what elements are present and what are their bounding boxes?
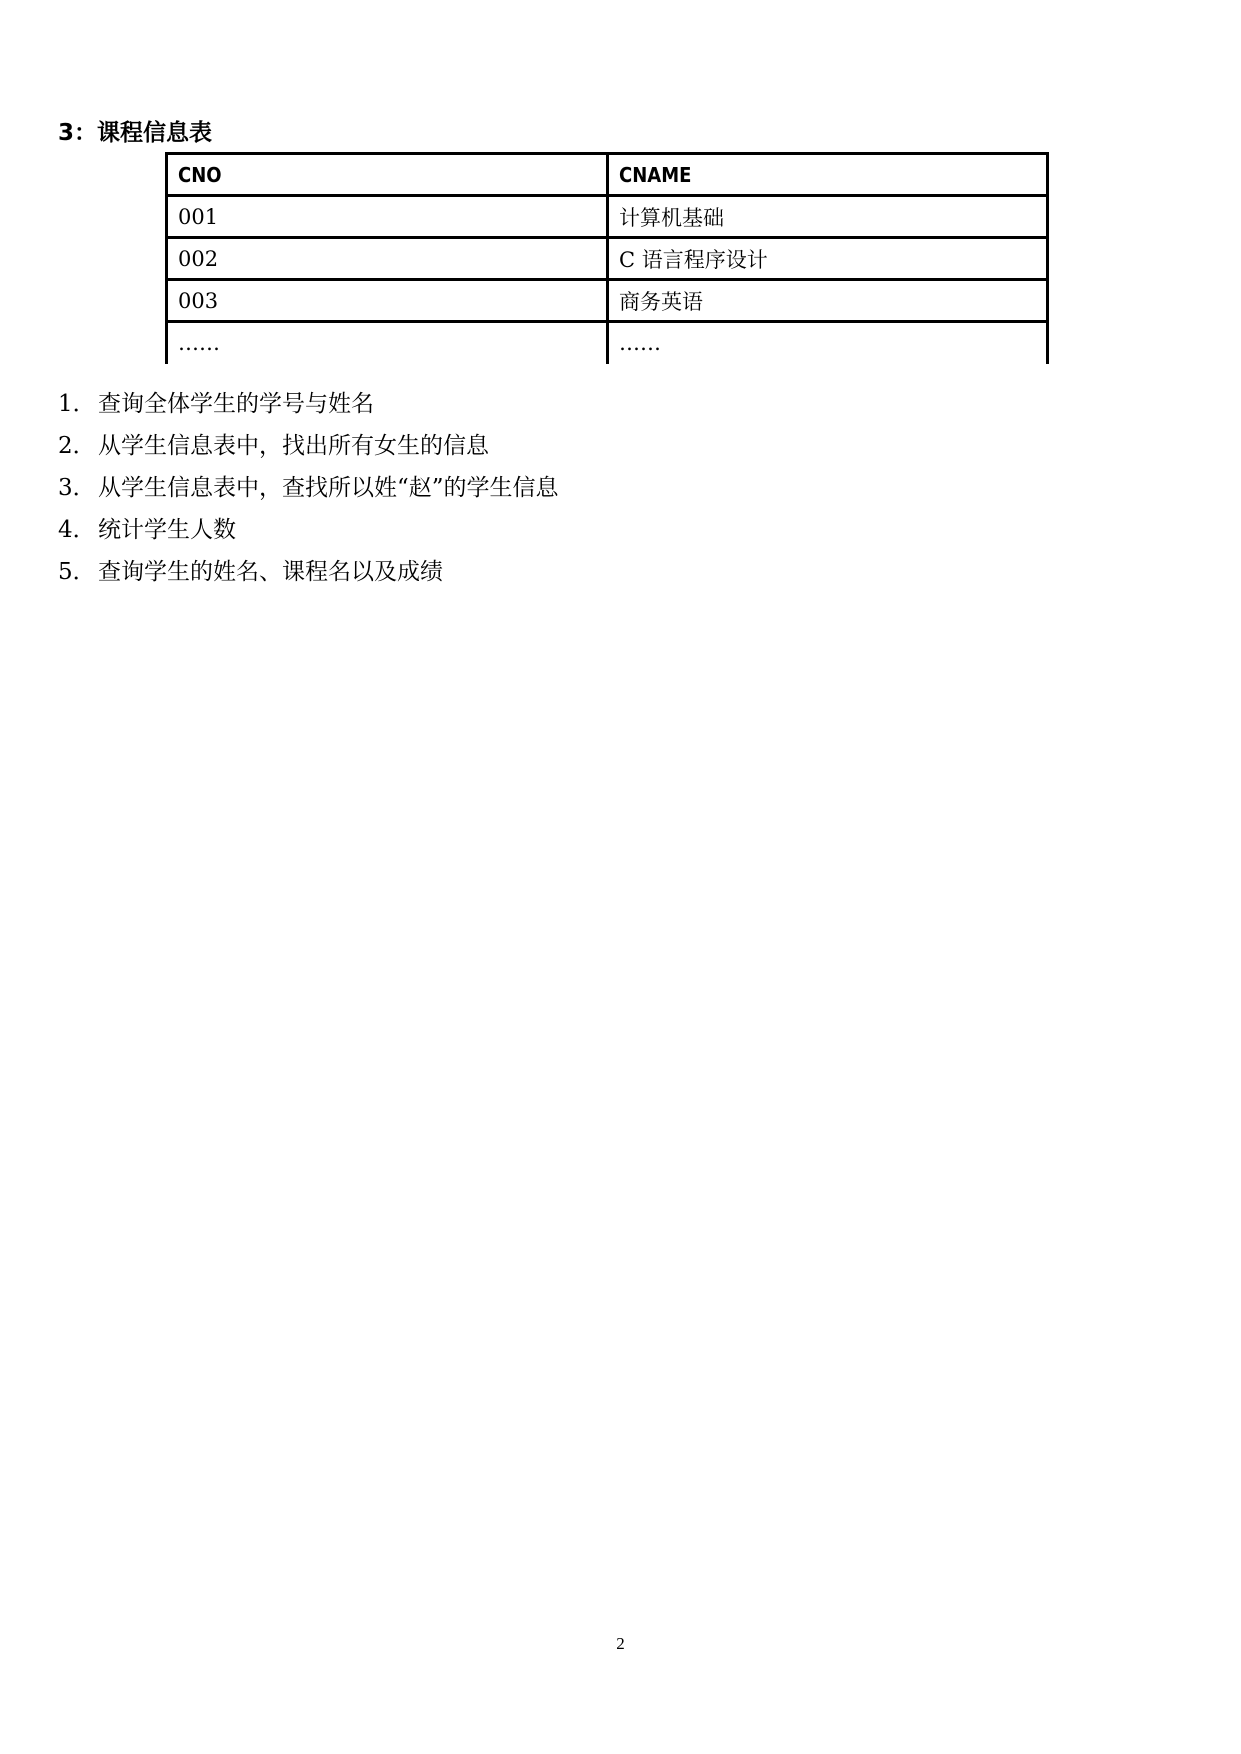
table-header-row	[167, 154, 1048, 196]
course-info-table	[165, 152, 1049, 364]
list-item	[58, 425, 559, 467]
page-number: 2	[616, 1634, 625, 1653]
list-item-number: 4．	[58, 517, 96, 543]
cell-cno: 003	[167, 280, 608, 322]
list-item-text: 统计学生人数	[98, 517, 236, 543]
cell-cno: 002	[167, 238, 608, 280]
list-item-text: 从学生信息表中，找出所有女生的信息	[98, 433, 489, 459]
column-header-cname: CNAME	[608, 154, 1048, 196]
list-item	[58, 509, 559, 551]
table-row	[167, 196, 1048, 238]
cell-cno: 001	[167, 196, 608, 238]
list-item-number: 5．	[58, 559, 96, 585]
list-item-number: 3．	[58, 475, 96, 501]
cell-cname: 商务英语	[608, 280, 1048, 322]
section-heading: 3：课程信息表	[58, 120, 213, 146]
cell-cno: ……	[167, 322, 608, 364]
list-item	[58, 467, 559, 509]
column-header-cno: CNO	[167, 154, 608, 196]
list-item	[58, 551, 559, 593]
table-row	[167, 322, 1048, 364]
list-item-text: 从学生信息表中，查找所以姓“赵”的学生信息	[98, 475, 559, 501]
list-item-number: 1．	[58, 391, 96, 417]
table-row	[167, 238, 1048, 280]
list-item-text: 查询全体学生的学号与姓名	[98, 391, 374, 417]
table-row	[167, 280, 1048, 322]
cell-cname: C 语言程序设计	[608, 238, 1048, 280]
task-list	[58, 383, 559, 593]
cell-cname: 计算机基础	[608, 196, 1048, 238]
list-item-text: 查询学生的姓名、课程名以及成绩	[98, 559, 443, 585]
cell-cname: ……	[608, 322, 1048, 364]
list-item-number: 2．	[58, 433, 96, 459]
list-item	[58, 383, 559, 425]
